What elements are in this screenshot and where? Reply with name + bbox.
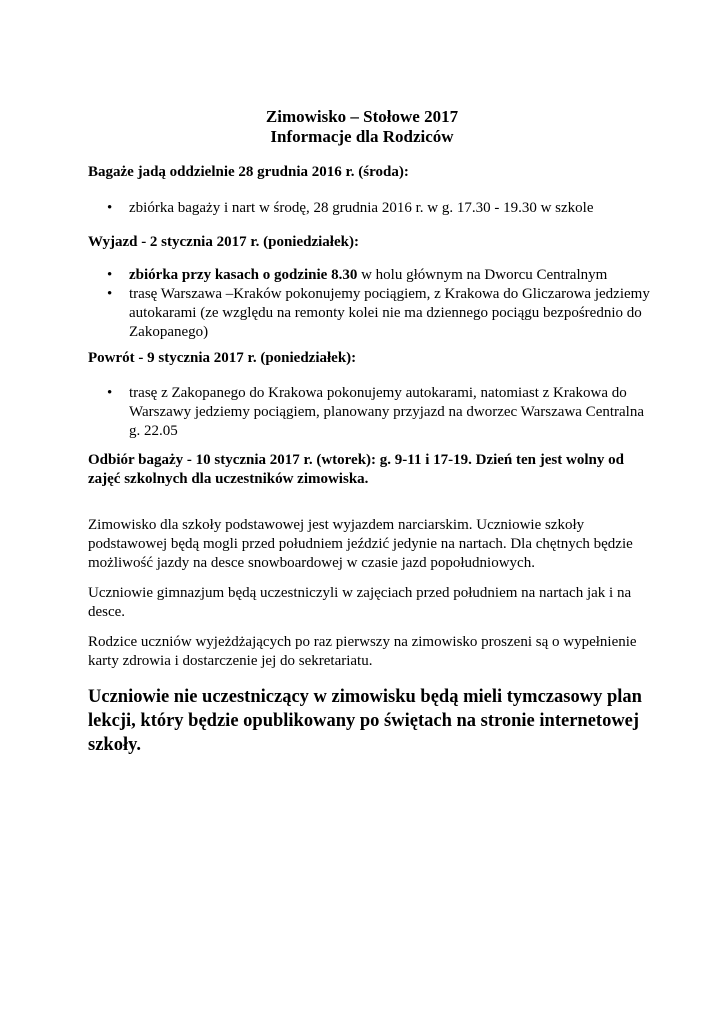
section-pickup-heading: Odbiór bagaży - 10 stycznia 2017 r. (wtorek): g. 9-11 i 17-19. Dzień ten jest wolny od zajęć szkolnych dla uczestników zimowiska.: [88, 452, 624, 487]
list-item: [107, 266, 652, 285]
list-item: • trasę z Zakopanego do Krakowa pokonujemy autokarami, natomiast z Krakowa do Warszawy jedziemy pociągiem, planowany przyjazd na dworzec Warszawa Centralna g. 22.05: [107, 384, 652, 441]
list-item: • trasę Warszawa –Kraków pokonujemy pociągiem, z Krakowa do Gliczarowa jedziemy autokarami (ze względu na remonty kolei nie ma dziennego pociągu bezpośrednio do Zakopanego): [107, 285, 652, 342]
document-title: [0, 107, 724, 147]
section-return-heading: Powrót - 9 stycznia 2017 r. (poniedziałek):: [88, 350, 357, 366]
list-item: • zbiórka bagaży i nart w środę, 28 grudnia 2016 r. w g. 17.30 - 19.30 w szkole: [107, 199, 652, 218]
section-luggage-heading: Bagaże jadą oddzielnie 28 grudnia 2016 r. (środa):: [88, 164, 409, 180]
paragraph-health-card: Rodzice uczniów wyjeżdżających po raz pierwszy na zimowisko proszeni są o wypełnienie karty zdrowia i dostarczenie jej do sekretariatu.: [88, 634, 637, 669]
section-return-list: [107, 384, 652, 441]
section-luggage-list: [107, 199, 652, 218]
meeting-place-text: w holu głównym na Dworcu Centralnym: [357, 267, 608, 283]
title-line-2: Informacje dla Rodziców: [270, 127, 454, 146]
meeting-time-text: zbiórka przy kasach o godzinie 8.30: [129, 267, 358, 283]
section-departure-heading: Wyjazd - 2 stycznia 2017 r. (poniedziałek):: [88, 234, 359, 250]
final-note: Uczniowie nie uczestniczący w zimowisku będą mieli tymczasowy plan lekcji, który będzie opublikowany po świętach na stronie internetowej szkoły.: [88, 687, 642, 755]
paragraph-gymnasium: Uczniowie gimnazjum będą uczestniczyli w zajęciach przed południem na nartach jak i na desce.: [88, 585, 632, 620]
section-departure-list: [107, 266, 652, 342]
paragraph-primary-school: Zimowisko dla szkoły podstawowej jest wyjazdem narciarskim. Uczniowie szkoły podstawowej będą mogli przed południem jeździć jedynie na nartach. Dla chętnych będzie możliwość jazdy na desce snowboardowej w czasie jazd popołudniowych.: [88, 517, 633, 571]
title-line-1: Zimowisko – Stołowe 2017: [265, 107, 459, 126]
